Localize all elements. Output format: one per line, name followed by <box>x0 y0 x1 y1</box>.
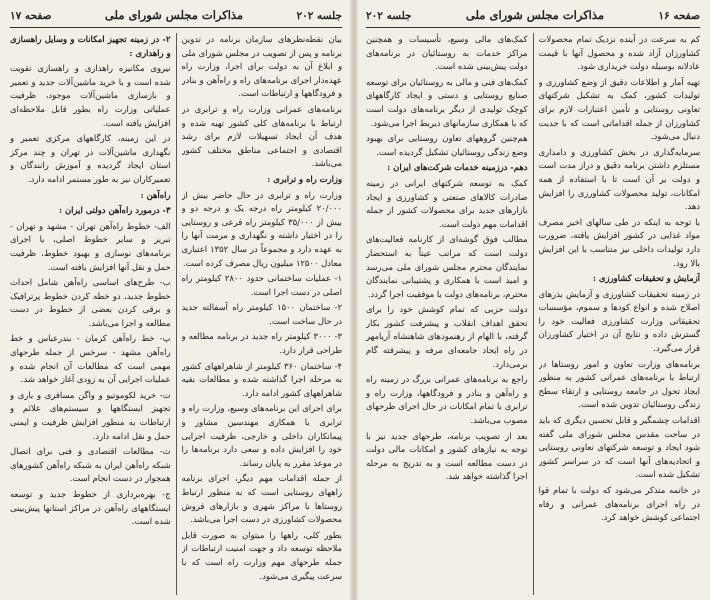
paragraph: ث- مطالعات اقتصادی و فنی برای اتصال شبکه راه‌آهن ایران به شبکه راه‌آهن کشورهای همجوار در دست انجام است. <box>10 446 171 484</box>
paragraph: ج- بهره‌برداری از خطوط جدید و توسعه ایستگاههای راه‌آهن در مراکز استانها پیش‌بینی شده است. <box>10 489 171 527</box>
paragraph: در خاتمه متذکر می‌شود که دولت با تمام قوا در راه اجرای برنامه‌های عمرانی و رفاه اجتماعی کوشش خواهد کرد. <box>538 485 700 523</box>
page-header <box>366 8 700 28</box>
paragraph: راه‌آهن : <box>140 189 171 200</box>
paragraph: کمک به توسعه شرکتهای ایرانی در زمینه صادرات کالاهای صنعتی و کشاورزی و ایجاد بازارهای جدید برای محصولات کشور از جمله اقدامات مهم دولت است. <box>366 177 528 229</box>
page-header <box>10 8 342 28</box>
paragraph: در این زمینه، کارگاههای مرکزی تعمیر و نگهداری ماشین‌آلات در تهران و چند مرکز استان ایجاد گردیده و آموزش رانندگان و تعمیرکاران نیز به طور مستمر ادامه دارد. <box>10 133 171 184</box>
text-columns <box>10 33 342 595</box>
paragraph: نیروی مکانیزه راهداری و راهسازی تقویت شده است و با خرید ماشین‌آلات جدید و تعمیر و بازسازی ماشین‌آلات موجود، ظرفیت عملیاتی وزارت راه بطور قابل ملاحظه‌ای افزایش یافته است. <box>10 63 171 128</box>
paragraph: ۳- درمورد راه‌آهن دولتی ایران : <box>59 205 171 216</box>
paragraph: برنامه‌های وزارت تعاون و امور روستاها در ارتباط با برنامه‌های عمرانی کشور به منظور ایجاد تحول در جامعه روستایی و ارتقاء سطح زندگی روستائیان تدوین شده است. <box>538 358 700 410</box>
paragraph: ۳- ۳۰۰۰ کیلومتر راه جدید در برنامه مطالعه و طراحی قرار دارد. <box>181 331 342 356</box>
column-divider <box>533 33 534 595</box>
paragraph: برنامه‌های عمرانی وزارت راه و ترابری در ارتباط با برنامه‌های کلی کشور تهیه شده و هدف آن ایجاد تسهیلات لازم برای رشد اقتصادی و اجتماعی مناطق مختلف کشور می‌باشد. <box>181 103 342 169</box>
paragraph: الف- خطوط راه‌آهن تهران - مشهد و تهران - تبریز و سایر خطوط اصلی، با اجرای برنامه‌های نوسازی و بهبود خطوط، ظرفیت حمل و نقل آنها افزایش یافته است. <box>10 220 171 272</box>
paragraph: هم‌چنین گروههای تعاون روستایی برای بهبود وضع زندگی روستائیان تشکیل گردیده است. <box>366 133 528 157</box>
page-number: صفحه ۱۶ <box>658 10 700 22</box>
paragraph: ۴- ساختمان ۳۶۰ کیلومتر از شاهراههای کشور به مرحله اجرا گذاشته شده و مطالعات بقیه شاهراههای کشور ادامه دارد. <box>181 360 342 398</box>
text-column-left <box>366 33 528 595</box>
paragraph: پ- خط راه‌آهن کرمان - بندرعباس و خط راه‌آهن مشهد - سرخس از جمله طرحهای مهمی است که مطالعات آن انجام شده و عملیات اجرایی آن به زودی آغاز خواهد شد. <box>10 333 171 385</box>
paragraph: کمک‌های مالی وسیع، تأسیسات و همچنین مراکز خدمات به روستائیان در برنامه‌های دولت پیش‌بینی شده است. <box>366 34 528 72</box>
paragraph: برای اجرای این برنامه‌های وسیع، وزارت راه و ترابری با همکاری مهندسین مشاور و پیمانکاران داخلی و خارجی، ظرفیت اجرایی خود را افزایش داده و سعی دارد برنامه‌ها را در موعد مقرر به پایان رساند. <box>181 403 342 468</box>
session-number: جلسه ۲۰۲ <box>296 10 342 22</box>
paragraph: ۱- عملیات ساختمانی حدود ۲۸۰۰ کیلومتر راه اصلی در دست اجرا است. <box>181 273 342 297</box>
paragraph: در زمینه تحقیقات کشاورزی و آزمایش بذرهای اصلاح شده و انواع کودها و سموم، مؤسسات تحقیقاتی وزارت کشاورزی فعالیت خود را گسترش داده و نتایج آن در اختیار کشاورزان قرار می‌گیرد. <box>538 288 700 354</box>
column-divider <box>176 33 177 595</box>
paragraph: راجع به برنامه‌های عمرانی بزرگ در زمینه راه و راه‌آهن و بنادر و فرودگاهها، وزارت راه و ترابری با تمام امکانات در حال اجرای طرحهای مصوب می‌باشد. <box>366 374 528 426</box>
paragraph: وزارت راه و ترابری در حال حاضر بیش از ۲۰/۰۰۰ کیلومتر راه درجه یک و درجه دو و بیش از ۳۵/۰۰۰ کیلومتر راه فرعی و روستایی را در اختیار داشته و نگهداری و مرمت آنها را به عهده دارد و مجموعاً در سال ۱۳۵۲ اعتباری معادل ۱۲۵۰۰ میلیون ریال مصرف کرده است. <box>181 189 342 268</box>
paragraph: ت- خرید لکوموتیو و واگن مسافری و باری و تجهیز ایستگاهها و سیستم‌های علائم و ارتباطات به منظور افزایش ظرفیت و ایمنی حمل و نقل ادامه دارد. <box>10 389 171 441</box>
paragraph: با توجه به اینکه در طی سالهای اخیر مصرف مواد غذایی در کشور افزایش یافته، ضرورت دارد تولیدات داخلی نیز متناسب با این افزایش بالا رود. <box>538 216 700 268</box>
session-number: جلسه ۲۰۲ <box>366 10 412 22</box>
paragraph: مطالب فوق گوشه‌ای از کارنامه فعالیت‌های دولت است که مراتب عیناً به استحضار نمایندگان محترم مجلس شورای ملی می‌رسد و امید است با همکاری و پشتیبانی نمایندگان محترم، برنامه‌های دولت با موفقیت اجرا گردد. <box>366 234 528 299</box>
paragraph: بیان نقطه‌نظرهای سازمان برنامه در تدوین برنامه و پس از تصویب در مجلس شورای ملی و ابلاغ آن به دولت برای اجرا، وزارت راه عهده‌دار اجرای برنامه‌های راه و راه‌آهن و بنادر و فرودگاهها و ارتباطات است. <box>181 34 342 99</box>
text-column-left <box>10 33 171 595</box>
page-16 <box>356 0 710 600</box>
running-title: مذاکرات مجلس شورای ملی <box>104 8 244 22</box>
paragraph: ۲- در زمینه تجهیز امکانات و وسایل راهسازی و راهداری : <box>10 34 171 58</box>
text-column-right <box>182 33 343 595</box>
running-title: مذاکرات مجلس شورای ملی <box>465 8 605 22</box>
paragraph: اقدامات چشمگیر و قابل تحسین دیگری که باید در ساحت مقدس مجلس شورای ملی گفته شود ایجاد و توسعه شرکتهای تعاونی روستایی و اتحادیه‌های آنها است که در سراسر کشور تشکیل شده است. <box>538 415 700 480</box>
paragraph: کمک‌های فنی و مالی به روستائیان برای توسعه صنایع روستایی و دستی و ایجاد کارگاههای کوچک تولیدی از دیگر برنامه‌های دولت است که با همکاری سازمانهای ذیربط اجرا می‌شود. <box>366 76 528 128</box>
paragraph: کم به سرعت در آینده نزدیک تمام محصولات کشاورزان آزاد شده و محصول آنها با قیمت عادلانه بوسیله دولت خریداری شود. <box>538 34 700 72</box>
paragraph: آزمایش و تحقیقات کشاورزی : <box>592 273 700 284</box>
paragraph: تهیه آمار و اطلاعات دقیق از وضع کشاورزی و تولیدات کشور، کمک به تشکیل شرکتهای تعاونی روستایی و تأمین اعتبارات لازم برای کشاورزان از جمله اقداماتی است که با جدیت دنبال می‌شود. <box>538 76 700 142</box>
paragraph: از جمله اقدامات مهم دیگر، اجرای برنامه راههای روستایی است که به منظور ارتباط روستاها با مراکز شهری و بازارهای فروش محصولات کشاورزی در دست اجرا می‌باشد. <box>181 473 342 525</box>
text-columns <box>366 33 700 595</box>
paragraph: دهم- درزمینه خدمات شرکت‌های ایران : <box>387 162 528 173</box>
paragraph: ب- طرح‌های اساسی راه‌آهن شامل احداث خطوط جدید، دو خطه کردن خطوط پرترافیک و برقی کردن بعضی از خطوط در دست مطالعه و اجرا می‌باشد. <box>10 277 171 328</box>
paragraph: دولت حزبی که تمام کوشش خود را برای تحقق اهداف انقلاب و پیشرفت کشور بکار گرفته، با الهام از رهنمودهای شاهنشاه آریامهر در راه ایجاد جامعه‌ای مرفه و پیشرفته گام برمی‌دارد. <box>366 304 528 369</box>
page-17 <box>0 0 352 600</box>
paragraph: ۲- ساختمان ۱۵۰۰ کیلومتر راه آسفالته جدید در حال ساخت است. <box>181 302 342 326</box>
paragraph: وزارت راه و ترابری : <box>267 173 342 184</box>
page-number: صفحه ۱۷ <box>10 10 52 22</box>
text-column-right <box>539 33 701 595</box>
paragraph: سرمایه‌گذاری در بخش کشاورزی و دامداری مستلزم داشتن برنامه دقیق و دراز مدت است و دولت بر آن است تا با استفاده از همه امکانات، تولید محصولات کشاورزی را افزایش دهد. <box>538 146 700 212</box>
paragraph: بعد از تصویب برنامه، طرحهای جدید نیز با توجه به نیازهای کشور و امکانات مالی دولت در دست مطالعه است و به تدریج به مرحله اجرا گذاشته خواهد شد. <box>366 430 528 482</box>
paragraph: بطور کلی، راهها را میتوان به صورت قابل ملاحظه توسعه داد و جهت امنیت ارتباطات از جمله طرحهای مهم وزارت راه است که با سرعت پیگیری می‌شود. <box>181 529 342 581</box>
